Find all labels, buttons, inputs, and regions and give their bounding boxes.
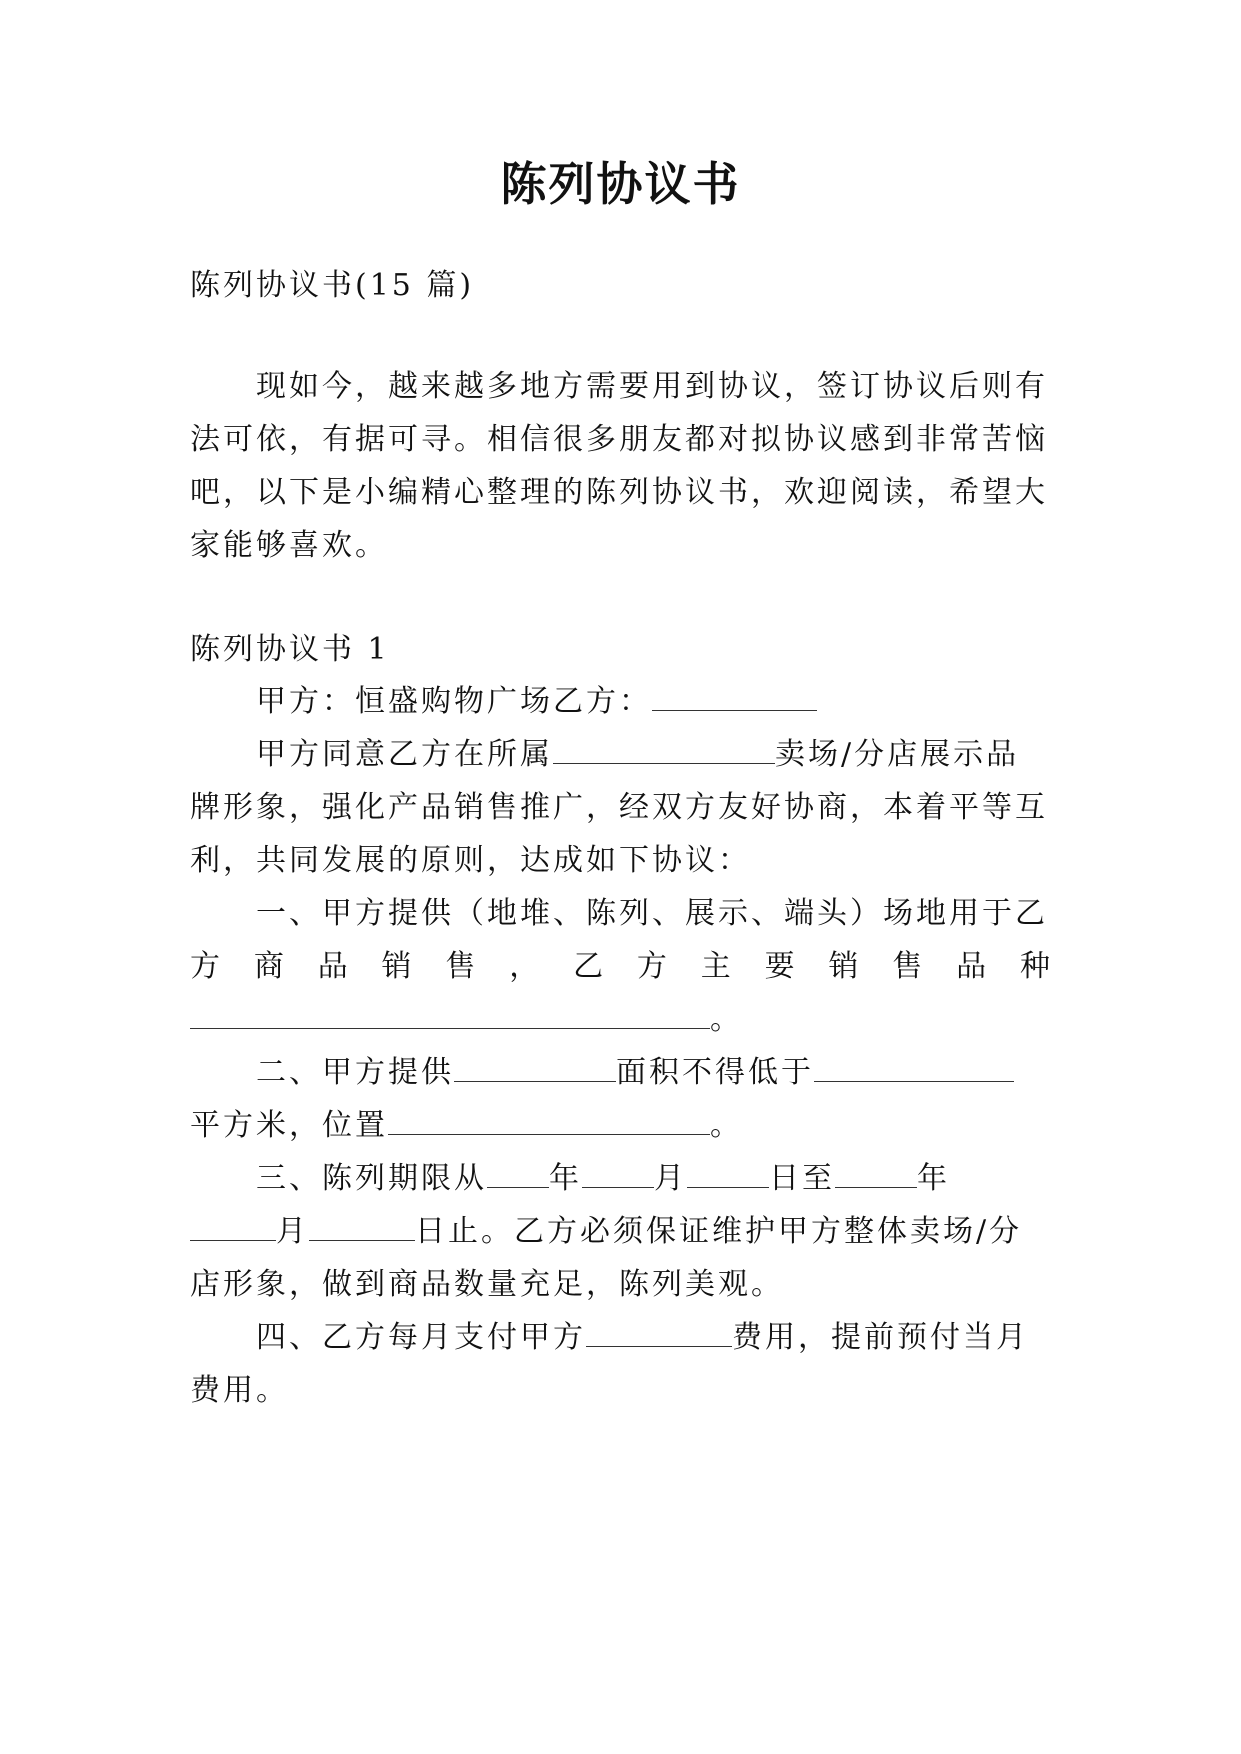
clause4-line-1 <box>256 1318 1050 1358</box>
agree-text-b: 卖场/分店展示品 <box>775 737 1020 772</box>
year-label: 年 <box>549 1161 582 1196</box>
clause1-period: 。 <box>710 1002 743 1037</box>
clause1-line-3 <box>190 1000 1050 1040</box>
clause2-line-2 <box>190 1106 1050 1146</box>
store-blank <box>553 735 775 764</box>
clause2-line-1 <box>256 1053 1050 1093</box>
agree-line-2: 牌形象，强化产品销售推广，经双方友好协商，本着平等互 <box>190 790 1048 825</box>
spread-char: 种 <box>1019 949 1050 984</box>
intro-line-2: 法可依，有据可寻。相信很多朋友都对拟协议感到非常苦恼 <box>190 422 1048 457</box>
intro-line-4: 家能够喜欢。 <box>190 528 388 563</box>
start-day-blank <box>687 1159 769 1188</box>
spread-char: 售 <box>892 949 923 984</box>
clause3-line-1 <box>256 1159 1050 1199</box>
document-title: 陈列协议书 <box>500 157 741 211</box>
spread-char: 要 <box>764 949 795 984</box>
spread-char: 方 <box>190 949 220 984</box>
spread-char: 主 <box>700 949 731 984</box>
clause2-period: 。 <box>710 1108 743 1143</box>
clause4-text-a: 四、乙方每月支付甲方 <box>256 1320 586 1355</box>
spread-char: 售 <box>445 949 476 984</box>
provide-blank <box>454 1053 616 1082</box>
clause1-line-2 <box>190 947 1050 987</box>
month-label: 月 <box>654 1161 687 1196</box>
agree-line-1 <box>256 735 1050 775</box>
parties-text: 甲方：恒盛购物广场乙方： <box>256 684 652 719</box>
clause3-line-2 <box>190 1212 1050 1252</box>
clause3-text-b: 日止。乙方必须保证维护甲方整体卖场/分 <box>415 1214 1023 1249</box>
agree-line-3: 利，共同发展的原则，达成如下协议： <box>190 843 751 878</box>
end-day-blank <box>309 1212 415 1241</box>
spread-char: 乙 <box>573 949 604 984</box>
clause3-line-3: 店形象，做到商品数量充足，陈列美观。 <box>190 1267 784 1302</box>
day-label: 日至 <box>769 1161 835 1196</box>
section-heading: 陈列协议书 1 <box>190 632 390 667</box>
spread-char: 销 <box>828 949 859 984</box>
area-blank <box>814 1053 1014 1082</box>
location-blank <box>388 1106 710 1135</box>
spread-char: 品 <box>317 949 348 984</box>
spread-char: 方 <box>636 949 667 984</box>
spread-char: ， <box>509 949 540 984</box>
agree-text-a: 甲方同意乙方在所属 <box>256 737 553 772</box>
intro-line-3: 吧，以下是小编精心整理的陈列协议书，欢迎阅读，希望大 <box>190 475 1048 510</box>
year-label-2: 年 <box>917 1161 950 1196</box>
end-month-blank <box>190 1212 276 1241</box>
end-year-blank <box>835 1159 917 1188</box>
parties-line <box>256 682 1050 722</box>
start-month-blank <box>582 1159 654 1188</box>
clause4-text-b: 费用，提前预付当月 <box>732 1320 1029 1355</box>
spread-char: 销 <box>381 949 412 984</box>
intro-line-1: 现如今，越来越多地方需要用到协议，签订协议后则有 <box>256 369 1048 404</box>
clause2-text-a: 二、甲方提供 <box>256 1055 454 1090</box>
product-variety-blank <box>190 1000 710 1029</box>
clause2-text-c: 平方米，位置 <box>190 1108 388 1143</box>
start-year-blank <box>487 1159 549 1188</box>
clause3-text-a: 三、陈列期限从 <box>256 1161 487 1196</box>
month-label-2: 月 <box>276 1214 309 1249</box>
clause2-text-b: 面积不得低于 <box>616 1055 814 1090</box>
clause4-line-2: 费用。 <box>190 1373 289 1408</box>
fee-blank <box>586 1318 732 1347</box>
spread-char: 商 <box>253 949 284 984</box>
spread-char: 品 <box>956 949 987 984</box>
document-subtitle: 陈列协议书(15 篇) <box>190 268 475 303</box>
clause1-line-1: 一、甲方提供（地堆、陈列、展示、端头）场地用于乙 <box>256 896 1048 931</box>
party-b-blank <box>652 682 817 711</box>
